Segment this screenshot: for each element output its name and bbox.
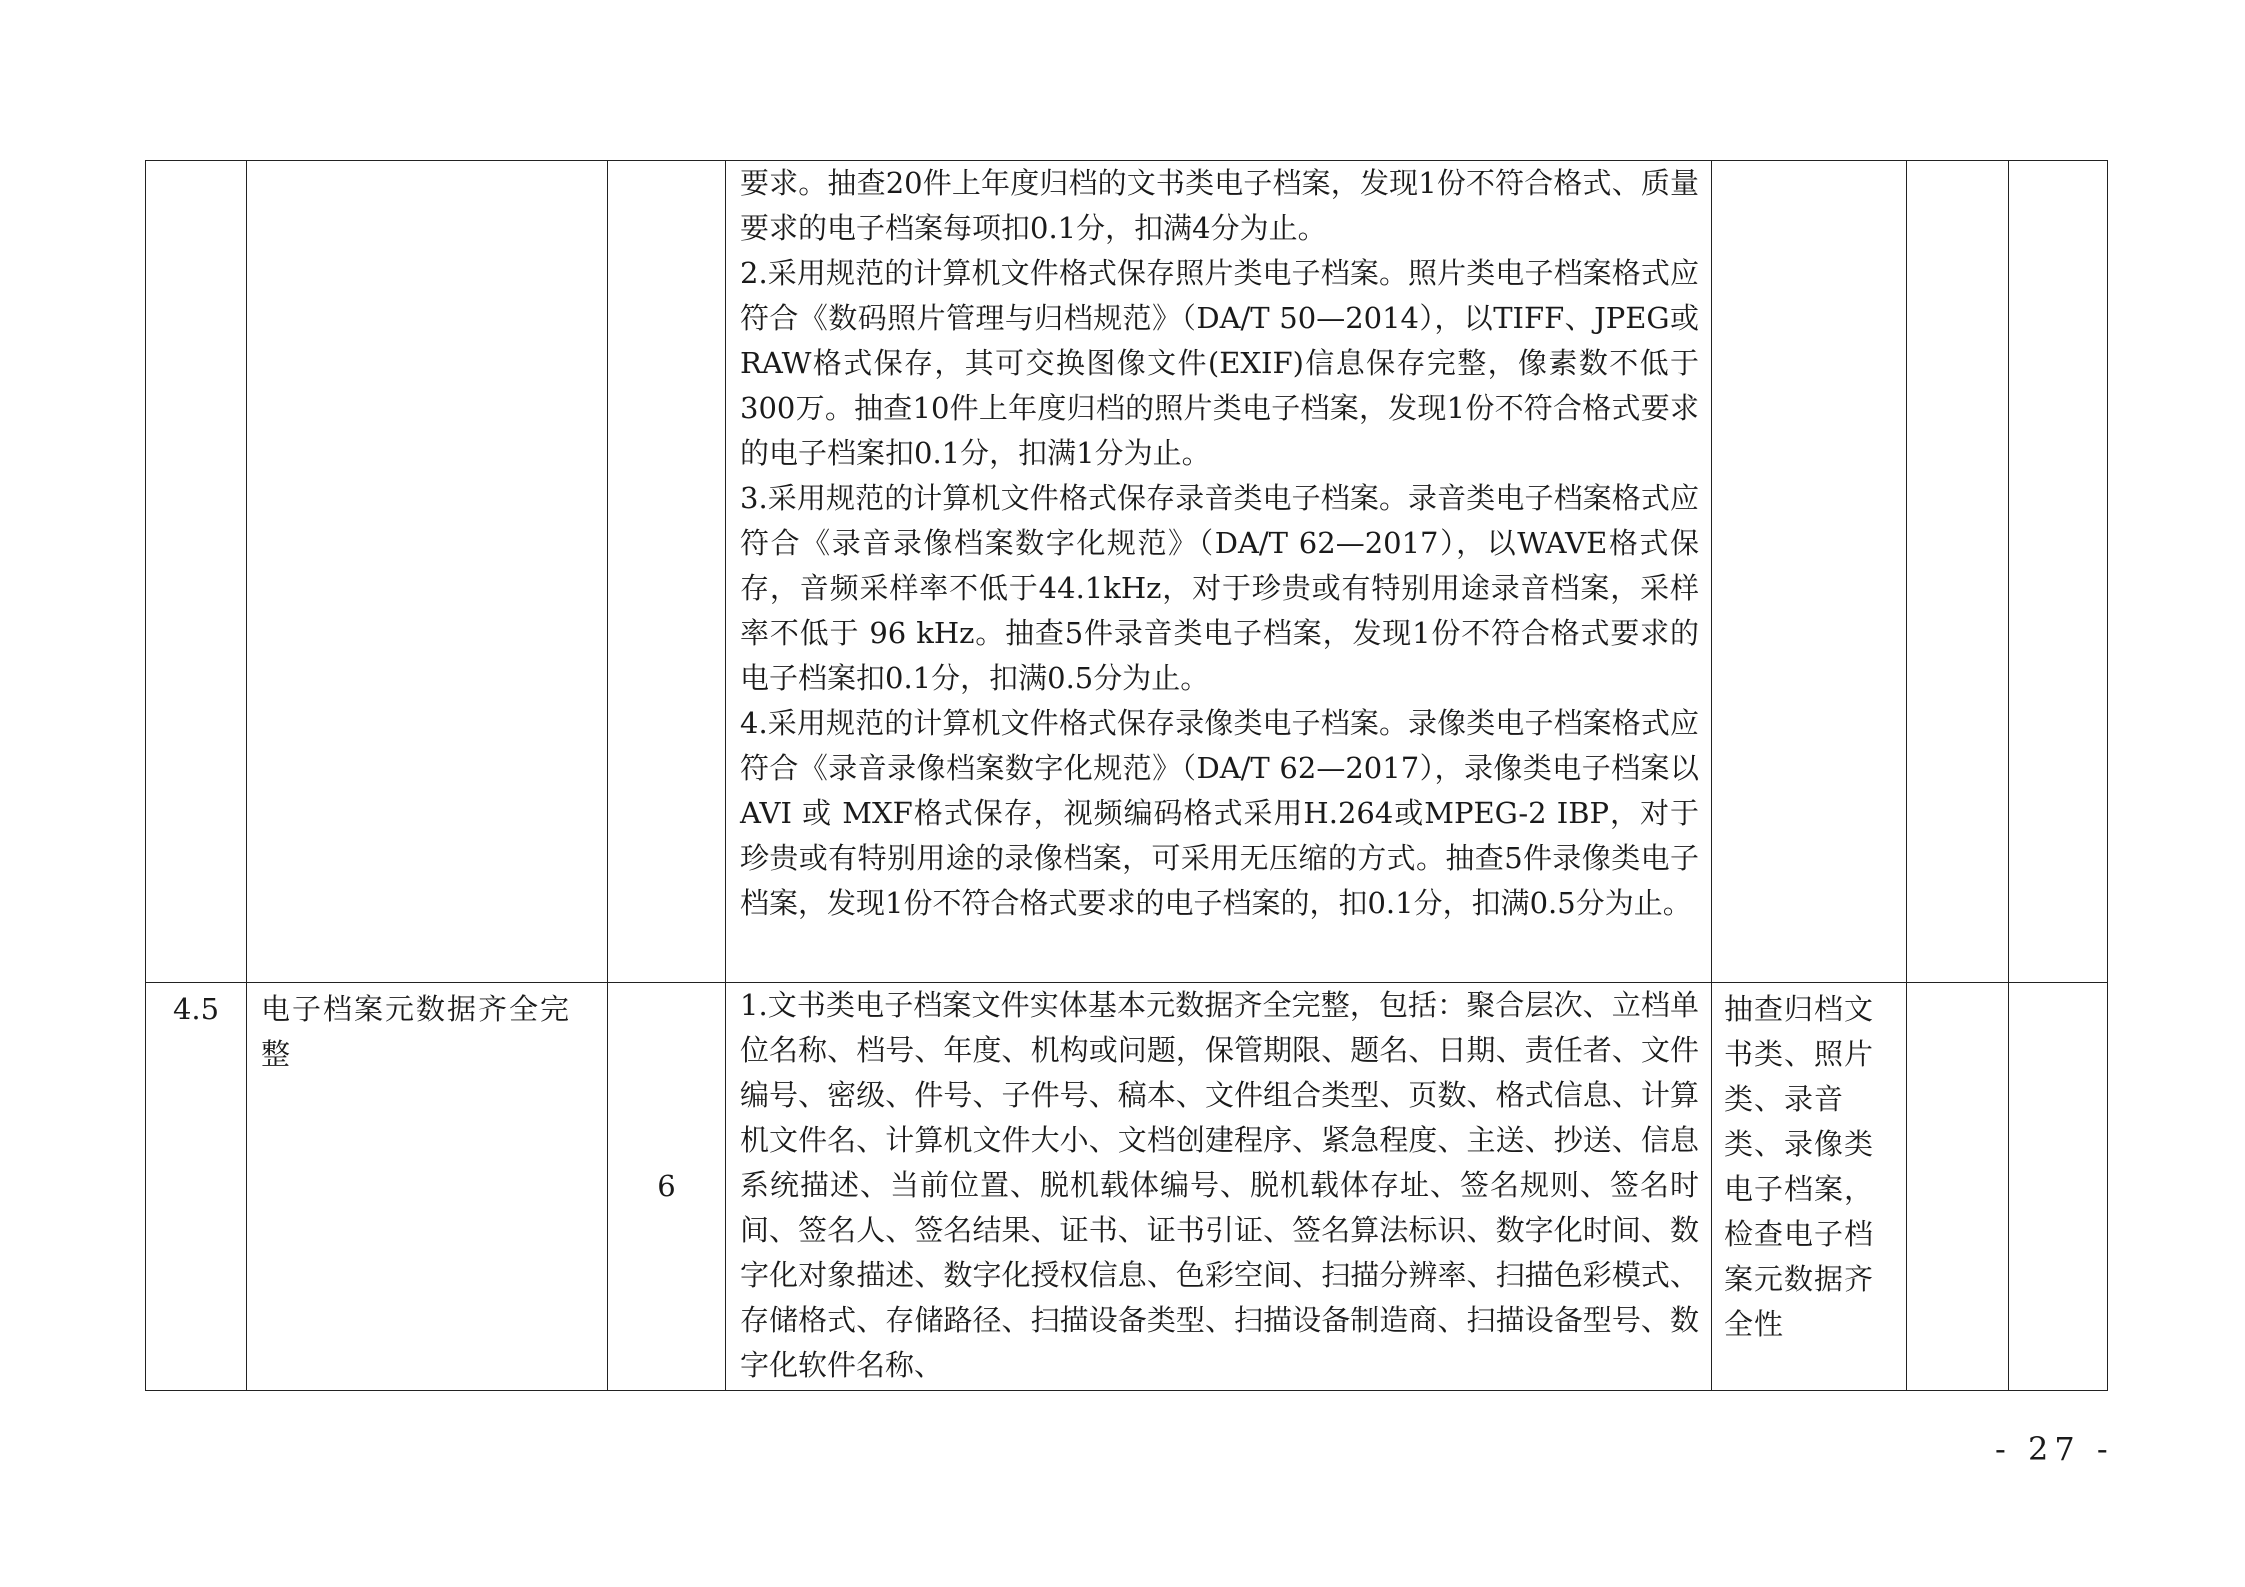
criteria-cell [726,161,1712,983]
method-cell: 抽查归档文书类、照片类、录音类、录像类电子档案，检查电子档案元数据齐全性 [1712,983,1907,1391]
score-cell [608,161,726,983]
criteria-paragraph: 1.文书类电子档案文件实体基本元数据齐全完整，包括：聚合层次、立档单位名称、档号、年度、机构或问题，保管期限、题名、日期、责任者、文件编号、密级、件号、子件号、稿本、文件组合类型、页数、格式信息、计算机文件名、计算机文件大小、文档创建程序、紧急程度、主送、抄送、信息系统描述、当前位置、脱机载体编号、脱机载体存址、签名规则、签名时间、签名人、签名结果、证书、证书引证、签名算法标识、数字化时间、数字化对象描述、数字化授权信息、色彩空间、扫描分辨率、扫描色彩模式、存储格式、存储路径、扫描设备类型、扫描设备制造商、扫描设备型号、数字化软件名称、 [740,988,1699,1382]
item-name-cell: 电子档案元数据齐全完整 [247,983,608,1391]
table-row [146,983,2108,1391]
criteria-paragraph: 2.采用规范的计算机文件格式保存照片类电子档案。照片类电子档案格式应符合《数码照片管理与归档规范》（DA/T 50—2014），以TIFF、JPEG或RAW格式保存，其可交换图像文件(EXIF)信息保存完整，像素数不低于300万。抽查10件上年度归档的照片类电子档案，发现1份不符合格式要求的电子档案扣0.1分，扣满1分为止。 [740,256,1699,470]
blank-cell [1907,983,2009,1391]
criteria-paragraph: 3.采用规范的计算机文件格式保存录音类电子档案。录音类电子档案格式应符合《录音录像档案数字化规范》（DA/T 62—2017），以WAVE格式保存，音频采样率不低于44.1kHz，对于珍贵或有特别用途录音档案，采样率不低于 96 kHz。抽查5件录音类电子档案，发现1份不符合格式要求的电子档案扣0.1分，扣满0.5分为止。 [740,481,1699,695]
blank-cell [2009,983,2108,1391]
blank-cell [1907,161,2009,983]
item-name-cell [247,161,608,983]
criteria-paragraph: 要求。抽查20件上年度归档的文书类电子档案，发现1份不符合格式、质量要求的电子档案每项扣0.1分，扣满4分为止。 [740,166,1699,245]
item-number-cell: 4.5 [146,983,247,1391]
criteria-cell [726,983,1712,1391]
method-cell [1712,161,1907,983]
evaluation-table [145,160,2108,1391]
criteria-paragraph: 4.采用规范的计算机文件格式保存录像类电子档案。录像类电子档案格式应符合《录音录像档案数字化规范》（DA/T 62—2017），录像类电子档案以 AVI 或 MXF格式保存，视频编码格式采用H.264或MPEG-2 IBP，对于珍贵或有特别用途的录像档案，可采用无压缩的方式。抽查5件录像类电子档案，发现1份不符合格式要求的电子档案的，扣0.1分，扣满0.5分为止。 [740,706,1699,920]
score-cell: 6 [608,983,726,1391]
item-number-cell [146,161,247,983]
blank-cell [2009,161,2108,983]
page-number: - 27 - [1995,1430,2114,1468]
table-row [146,161,2108,983]
